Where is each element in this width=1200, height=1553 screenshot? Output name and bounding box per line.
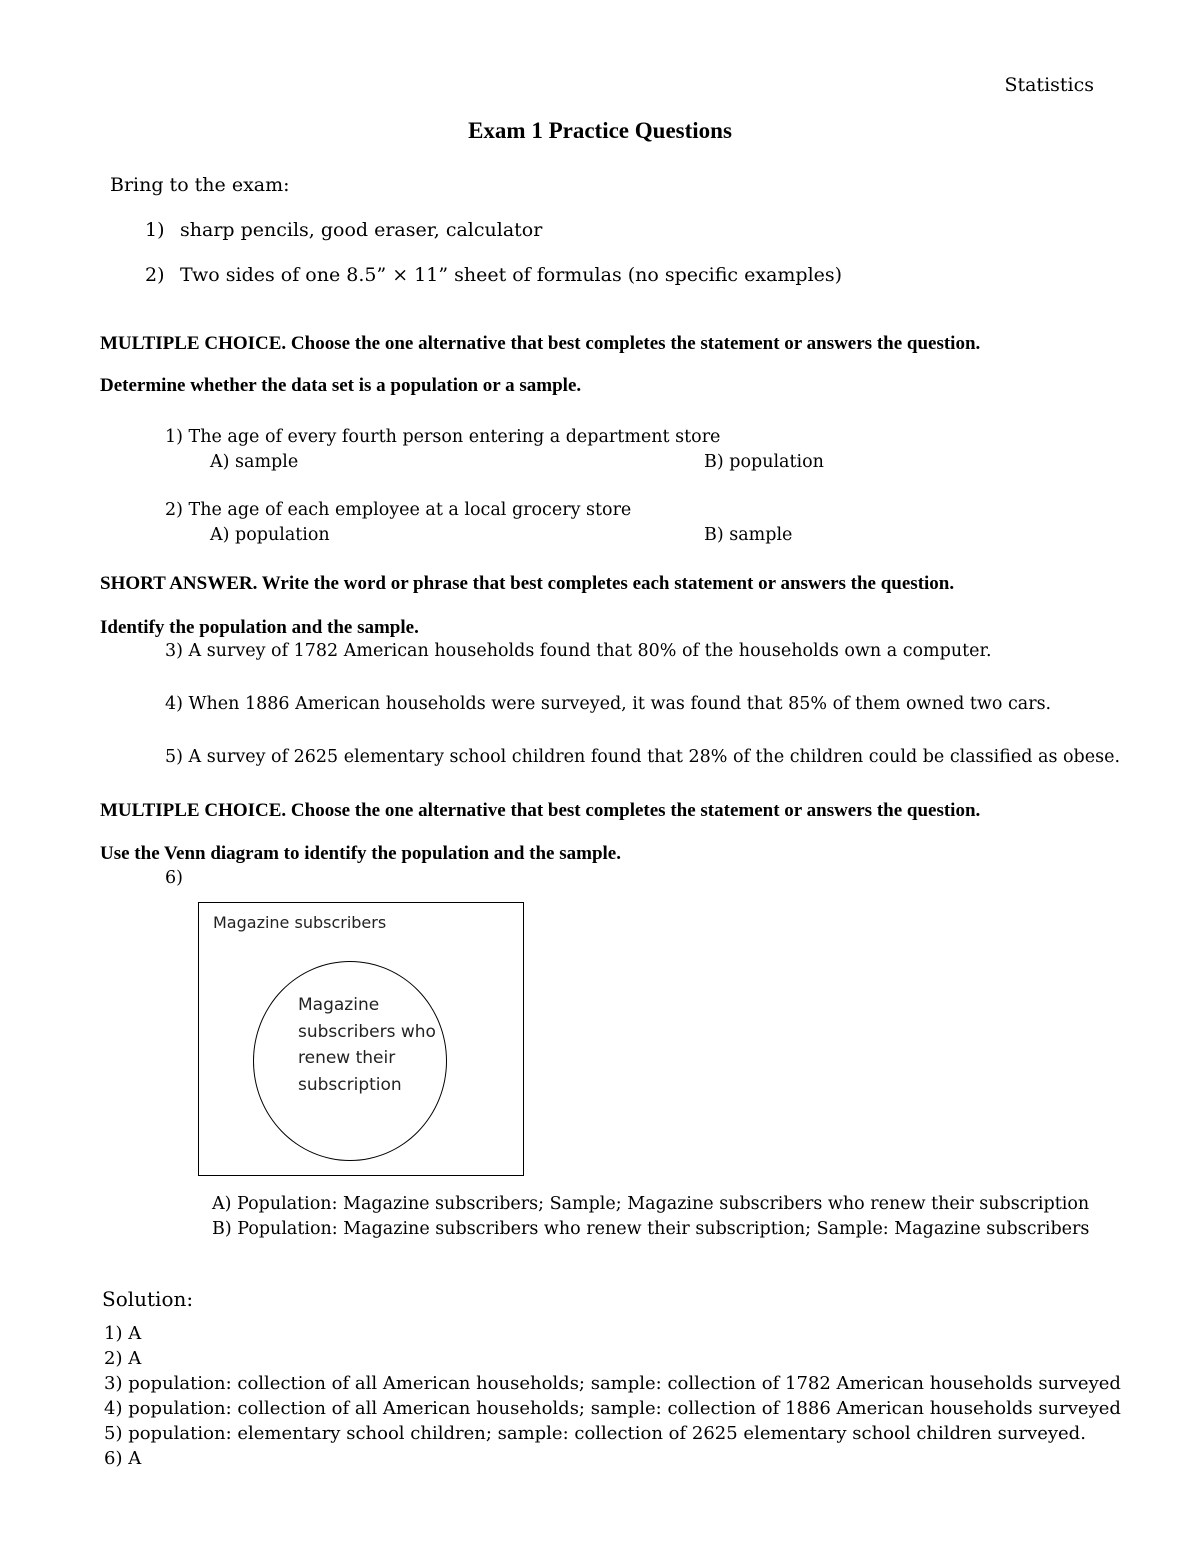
- solution-answer: 2) A: [104, 1348, 142, 1369]
- question-1: 1) The age of every fourth person entering a department store: [165, 427, 721, 447]
- solution-answer: 5) population: elementary school children; sample: collection of 2625 elementary school children surveyed.: [104, 1423, 1086, 1444]
- section2-subinstruction: Identify the population and the sample.: [100, 617, 419, 638]
- page-title: Exam 1 Practice Questions: [468, 118, 732, 143]
- bring-item-number: 1): [145, 219, 165, 241]
- bring-item-text: Two sides of one 8.5” × 11” sheet of formulas (no specific examples): [180, 264, 843, 286]
- question-4: 4) When 1886 American households were surveyed, it was found that 85% of them owned two cars.: [165, 694, 1052, 714]
- solution-heading: Solution:: [102, 1287, 194, 1311]
- venn-diagram: [198, 902, 524, 1176]
- question-1-option-b: B) population: [704, 452, 824, 472]
- section2-instruction: SHORT ANSWER. Write the word or phrase that best completes each statement or answers the question.: [100, 573, 955, 594]
- venn-sample-circle: [253, 961, 447, 1161]
- section1-instruction: MULTIPLE CHOICE. Choose the one alternative that best completes the statement or answers the question.: [100, 333, 981, 354]
- question-2-option-b: B) sample: [704, 525, 793, 545]
- header-subject: Statistics: [1004, 74, 1094, 96]
- bring-item: [145, 264, 842, 286]
- question-2: 2) The age of each employee at a local grocery store: [165, 500, 632, 520]
- solution-answer: 4) population: collection of all American households; sample: collection of 1886 American households surveyed: [104, 1398, 1121, 1419]
- bring-item-text: sharp pencils, good eraser, calculator: [180, 219, 543, 241]
- solution-answer: 6) A: [104, 1448, 142, 1469]
- bring-item: [145, 219, 542, 241]
- bring-item-number: 2): [145, 264, 165, 286]
- section1-subinstruction: Determine whether the data set is a population or a sample.: [100, 375, 582, 396]
- solution-answer: 3) population: collection of all American households; sample: collection of 1782 American households surveyed: [104, 1373, 1121, 1394]
- venn-population-label: Magazine subscribers: [213, 913, 387, 932]
- venn-sample-label: Magazine subscribers who renew their subscription: [298, 995, 436, 1095]
- question-3: 3) A survey of 1782 American households found that 80% of the households own a computer.: [165, 641, 992, 661]
- question-5: 5) A survey of 2625 elementary school children found that 28% of the children could be classified as obese.: [165, 747, 1121, 767]
- section3-subinstruction: Use the Venn diagram to identify the population and the sample.: [100, 843, 621, 864]
- bring-intro: Bring to the exam:: [110, 174, 290, 196]
- question-6-option-b: B) Population: Magazine subscribers who renew their subscription; Sample: Magazine subscribers: [212, 1219, 1090, 1239]
- question-1-option-a: A) sample: [210, 452, 299, 472]
- question-6-number: 6): [165, 868, 183, 888]
- question-6-option-a: A) Population: Magazine subscribers; Sample; Magazine subscribers who renew their subscription: [212, 1194, 1090, 1214]
- section3-instruction: MULTIPLE CHOICE. Choose the one alternative that best completes the statement or answers the question.: [100, 800, 981, 821]
- question-2-option-a: A) population: [210, 525, 330, 545]
- solution-answer: 1) A: [104, 1323, 142, 1344]
